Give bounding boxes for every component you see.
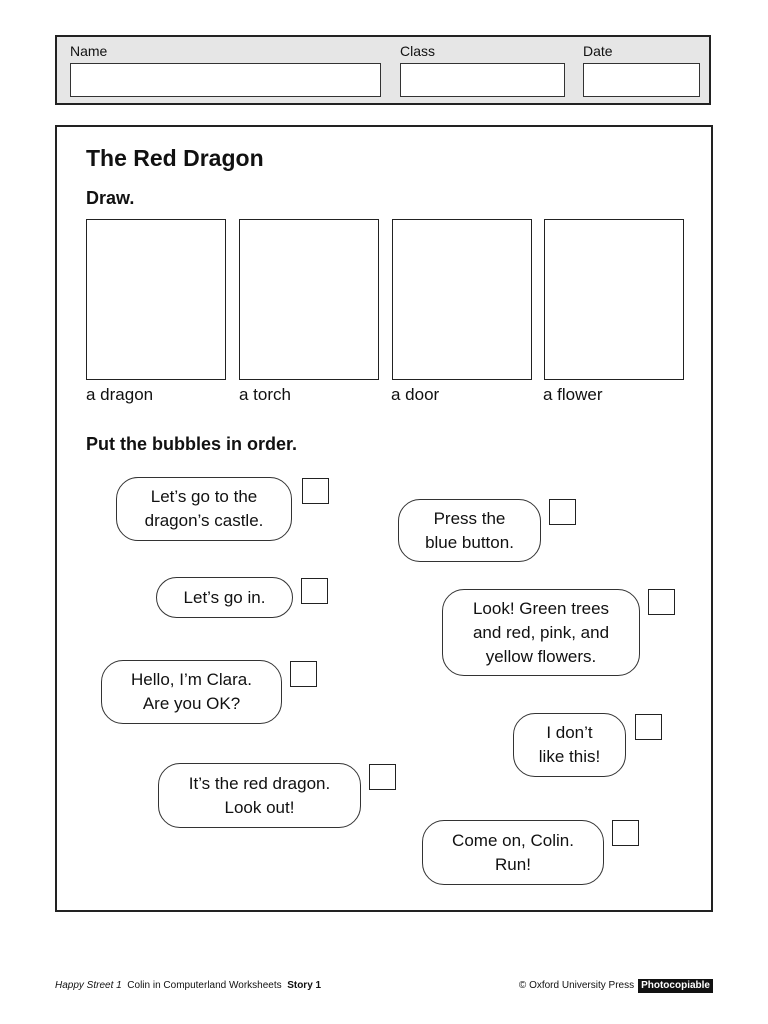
speech-bubble-blue-button: Press the blue button. [398, 499, 541, 562]
name-label: Name [70, 43, 108, 59]
draw-instruction: Draw. [86, 188, 135, 208]
order-box-blue-button[interactable] [549, 499, 576, 525]
footer-story: Story 1 [287, 980, 322, 991]
order-instruction: Put the bubbles in order. [86, 434, 298, 454]
footer-publisher-block [519, 979, 713, 993]
worksheet-panel [55, 125, 713, 912]
order-box-castle[interactable] [302, 478, 329, 504]
draw-box-door[interactable] [392, 219, 532, 380]
footer-book-title: Happy Street 1 [55, 980, 122, 991]
caption-door: a door [391, 385, 440, 404]
photocopiable-badge: Photocopiable [638, 979, 713, 993]
student-info-header [55, 35, 711, 105]
footer-credits [55, 979, 321, 993]
speech-bubble-dont-like: I don’t like this! [513, 713, 626, 777]
speech-bubble-red-dragon: It’s the red dragon. Look out! [158, 763, 361, 828]
class-field[interactable] [400, 63, 565, 97]
speech-bubble-green-trees: Look! Green trees and red, pink, and yellow flowers. [442, 589, 640, 676]
name-field[interactable] [70, 63, 381, 97]
date-label: Date [583, 43, 613, 59]
caption-torch: a torch [239, 385, 291, 404]
speech-bubble-go-in: Let’s go in. [156, 577, 293, 618]
worksheet-title: The Red Dragon [86, 145, 264, 171]
caption-dragon: a dragon [86, 385, 154, 404]
class-label: Class [400, 43, 436, 59]
order-box-run[interactable] [612, 820, 639, 846]
footer-publisher: © Oxford University Press [518, 980, 635, 991]
footer-series: Colin in Computerland Worksheets [127, 980, 282, 991]
order-box-clara[interactable] [290, 661, 317, 687]
order-box-green-trees[interactable] [648, 589, 675, 615]
speech-bubble-castle: Let’s go to the dragon’s castle. [116, 477, 292, 541]
draw-box-dragon[interactable] [86, 219, 226, 380]
draw-box-torch[interactable] [239, 219, 379, 380]
draw-box-flower[interactable] [544, 219, 684, 380]
order-box-dont-like[interactable] [635, 714, 662, 740]
caption-flower: a flower [543, 385, 603, 404]
date-field[interactable] [583, 63, 700, 97]
speech-bubble-run: Come on, Colin. Run! [422, 820, 604, 885]
order-box-go-in[interactable] [301, 578, 328, 604]
speech-bubble-clara: Hello, I’m Clara. Are you OK? [101, 660, 282, 724]
order-box-red-dragon[interactable] [369, 764, 396, 790]
